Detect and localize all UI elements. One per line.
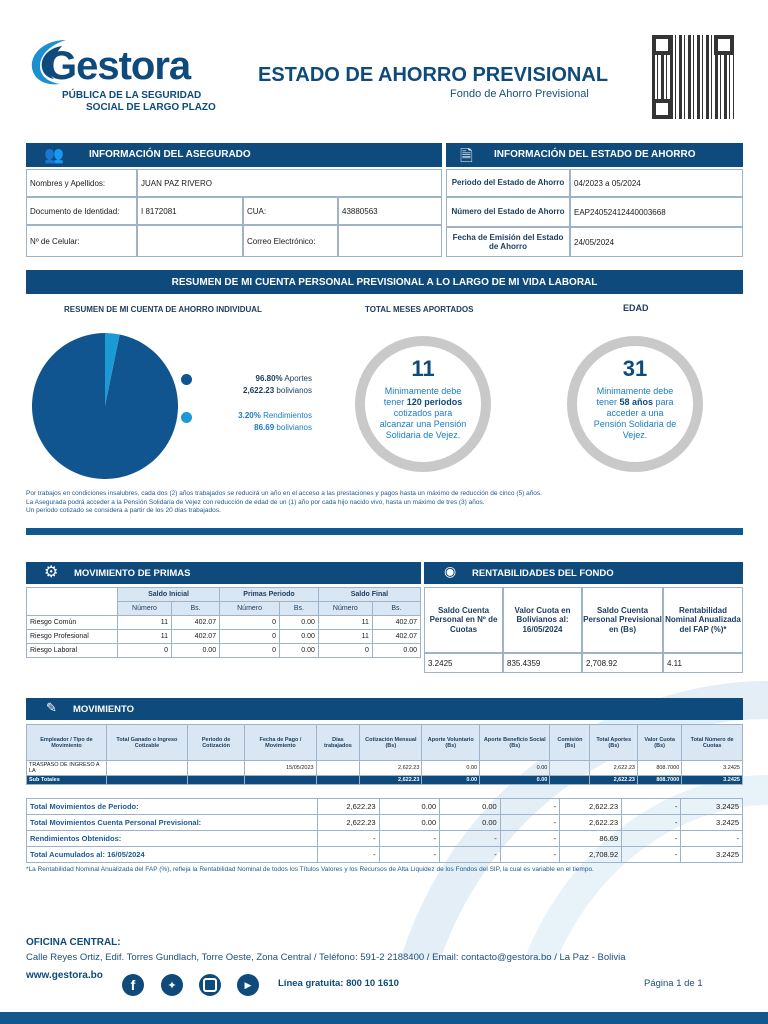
office-title: OFICINA CENTRAL:	[26, 937, 121, 948]
movimiento-heading: MOVIMIENTO	[73, 704, 135, 715]
correo-label: Correo Electrónico:	[243, 225, 338, 257]
primas-row-label: Riesgo Profesional	[27, 630, 118, 644]
rend-bolivianos: bolivianos	[276, 423, 312, 432]
movimiento-cell: TRASPASO DE INGRESO A LA	[27, 761, 107, 776]
primas-header	[26, 562, 421, 584]
totales-cell: 3.2425	[681, 799, 743, 815]
totales-label: Total Acumulados al: 16/05/2024	[27, 847, 318, 863]
periodo-value: 04/2023 a 05/2024	[570, 169, 743, 197]
totales-table	[26, 798, 743, 863]
totales-cell: -	[379, 847, 440, 863]
note-3: Un periodo cotizado se considera a partir de los 20 días trabajados.	[26, 507, 221, 514]
col2-title: TOTAL MESES APORTADOS	[365, 305, 474, 314]
cua-value: 43880563	[338, 197, 442, 225]
rent-h4: Rentabilidad Nominal Anualizada del FAP (%)*	[663, 587, 743, 653]
movimiento-header-cell: Fecha de Pago / Movimiento	[245, 725, 316, 761]
primas-cell: 11	[318, 630, 372, 644]
primas-row	[27, 630, 421, 644]
primas-cell: 0	[220, 630, 280, 644]
totales-cell: 0.00	[440, 799, 501, 815]
subtotal-cell: 2,622.23	[360, 776, 422, 785]
rend-amount: 86.69	[254, 423, 275, 432]
primas-cell: 402.07	[372, 616, 420, 630]
twitter-icon[interactable]: ✦	[161, 974, 183, 996]
nombres-label: Nombres y Apellidos:	[26, 169, 137, 197]
cel-value	[137, 225, 243, 257]
col1-title: RESUMEN DE MI CUENTA DE AHORRO INDIVIDUAL	[64, 305, 262, 314]
primas-cell: 0	[220, 616, 280, 630]
movimiento-header-cell: Total Ganado o Ingreso Cotizable	[106, 725, 187, 761]
movimiento-cell: 2,622.23	[590, 761, 638, 776]
totales-cell: -	[622, 831, 681, 847]
subtotal-cell	[316, 776, 360, 785]
primas-row-label: Riesgo Laboral	[27, 644, 118, 658]
rent-h1: Saldo Cuenta Personal en Nº de Cuotas	[424, 587, 503, 653]
totales-cell: 3.2425	[681, 815, 743, 831]
col3-title: EDAD	[623, 303, 649, 313]
subtotal-cell: 2,622.23	[590, 776, 638, 785]
totales-label: Total Movimientos Cuenta Personal Previsional:	[27, 815, 318, 831]
office-address: Calle Reyes Ortiz, Edif. Torres Gundlach, Torre Oeste, Zona Central / Teléfono: 591-2 2188400 / Email: contacto@gestora.bo / La Paz - Bolivia	[26, 952, 626, 963]
brand-sub-1: PÚBLICA DE LA SEGURIDAD	[62, 90, 202, 101]
rent-v3: 2,708.92	[582, 653, 663, 673]
primas-cell: 402.07	[372, 630, 420, 644]
divider-bar	[26, 528, 743, 535]
aportes-amount: 2,622.23	[243, 386, 275, 395]
totales-cell: 86.69	[560, 831, 622, 847]
primas-periodo-header: Primas Periodo	[220, 588, 319, 602]
rent-v4: 4.11	[663, 653, 743, 673]
movimiento-cell: 15/05/2023	[245, 761, 316, 776]
edad-text: Minimamente debe tener 58 años para acceder a una Pensión Solidaria de Vejez.	[593, 386, 677, 440]
cel-label: Nº de Celular:	[26, 225, 137, 257]
movimiento-cell: 808.7000	[638, 761, 682, 776]
totales-cell: -	[622, 815, 681, 831]
primas-cell: 11	[118, 630, 172, 644]
movimiento-cell	[316, 761, 360, 776]
primas-cell: 0	[118, 644, 172, 658]
movimiento-table	[26, 724, 743, 785]
movimiento-header-cell: Cotización Mensual (Bs)	[360, 725, 422, 761]
movimiento-header-cell: Empleador / Tipo de Movimiento	[27, 725, 107, 761]
totales-cell: -	[500, 831, 559, 847]
note-1: Por trabajos en condiciones insalubres, cada dos (2) años trabajados se reducirá un año en el acceso a las prestaciones y pagos hasta un máximo de reducción de cinco (5) años.	[26, 490, 542, 497]
logo	[26, 36, 226, 126]
note-2: La Asegurada podrá acceder a la Pensión Solidaria de Vejez con reducción de edad de un (1) año por cada hijo nacido vivo, hasta un máximo de tres (3) años.	[26, 498, 485, 506]
brand-name: Gestora	[46, 44, 191, 88]
rend-dot	[181, 412, 192, 423]
subtotal-row	[27, 776, 743, 785]
movimiento-header-cell: Aporte Voluntario (Bs)	[422, 725, 480, 761]
cua-label: CUA:	[243, 197, 338, 225]
primas-cell: 0.00	[280, 644, 319, 658]
meses-value: 11	[411, 356, 435, 381]
document-icon: 🗎	[460, 148, 473, 165]
instagram-icon[interactable]	[199, 974, 221, 996]
totales-row	[27, 847, 743, 863]
primas-row	[27, 616, 421, 630]
totales-cell: 2,622.23	[560, 799, 622, 815]
periodo-label: Periodo del Estado de Ahorro	[446, 169, 570, 197]
totales-cell: -	[622, 847, 681, 863]
primas-cell: 402.07	[172, 630, 220, 644]
totales-cell: -	[500, 847, 559, 863]
pen-icon: ✎	[46, 700, 57, 715]
primas-cell: 0.00	[172, 644, 220, 658]
totales-row	[27, 831, 743, 847]
primas-cell: 402.07	[172, 616, 220, 630]
movimiento-header	[26, 698, 743, 720]
primas-cell: 0	[318, 644, 372, 658]
movimiento-header-cell: Valor Cuota (Bs)	[638, 725, 682, 761]
numero-value: EAP24052412440003668	[570, 197, 743, 227]
rent-h3: Saldo Cuenta Personal Previsional en (Bs)	[582, 587, 663, 653]
page-number: Página 1 de 1	[644, 978, 703, 989]
fecha-value: 24/05/2024	[570, 227, 743, 257]
meses-text: Minimamente debe tener 120 periodos cotizados para alcanzar una Pensión Solidaria de Vejez.	[379, 386, 467, 440]
subtotal-cell: 0.00	[480, 776, 550, 785]
doc-label: Documento de Identidad:	[26, 197, 137, 225]
edad-value: 31	[622, 356, 648, 381]
rentabilidades-heading: RENTABILIDADES DEL FONDO	[472, 568, 614, 579]
totales-cell: 2,622.23	[317, 815, 379, 831]
primas-cell: 0	[220, 644, 280, 658]
primas-row	[27, 644, 421, 658]
primas-heading: MOVIMIENTO DE PRIMAS	[74, 568, 191, 579]
asegurado-header	[26, 143, 442, 167]
rentabilidades-header	[424, 562, 743, 584]
movimiento-cell	[550, 761, 590, 776]
youtube-icon[interactable]: ▶	[237, 974, 259, 996]
subtotal-cell: 808.7000	[638, 776, 682, 785]
pie-slice-aportes	[32, 333, 178, 479]
totales-cell: 2,622.23	[560, 815, 622, 831]
resumen-notes	[26, 490, 746, 516]
saldo-final-header: Saldo Final	[318, 588, 420, 602]
rend-legend	[200, 410, 312, 434]
primas-table: Saldo Inicial Primas Periodo Saldo Final Número Bs. Número Bs. Número Bs. Riesgo Común 11 402.07 0 0.00 11 402.07 Riesgo Profesional 11 402.07 0 0.00 11 402.07 Riesgo Laboral 0 0.00 0 0.00 0 0.00	[26, 587, 421, 658]
doc-value: I 8172081	[137, 197, 243, 225]
totales-cell: -	[440, 831, 501, 847]
facebook-icon[interactable]: f	[122, 974, 144, 996]
rent-v1: 3.2425	[424, 653, 503, 673]
brand-sub-2: SOCIAL DE LARGO PLAZO	[86, 102, 216, 113]
edad-ring	[567, 336, 703, 472]
movimiento-header-cell: Total Aportes (Bs)	[590, 725, 638, 761]
totales-row	[27, 815, 743, 831]
movimiento-cell: 3.2425	[682, 761, 743, 776]
subtotal-cell	[106, 776, 187, 785]
totales-cell: -	[379, 831, 440, 847]
numero-label: Número del Estado de Ahorro	[446, 197, 570, 227]
movimiento-cell: 0.00	[422, 761, 480, 776]
website-link[interactable]: www.gestora.bo	[26, 970, 103, 981]
document-subtitle: Fondo de Ahorro Previsional	[450, 88, 589, 100]
totales-cell: 0.00	[379, 799, 440, 815]
totales-cell: -	[317, 831, 379, 847]
movimiento-cell: 2,622.23	[360, 761, 422, 776]
coin-icon: ◉	[444, 563, 457, 579]
estado-header	[446, 143, 743, 167]
rend-label: Rendimientos	[263, 411, 312, 420]
totales-cell: 0.00	[440, 815, 501, 831]
subtotal-cell: 3.2425	[682, 776, 743, 785]
primas-cell: 11	[318, 616, 372, 630]
movimiento-header-cell: Comisión (Bs)	[550, 725, 590, 761]
totales-cell: -	[622, 799, 681, 815]
primas-cell: 0.00	[280, 630, 319, 644]
rend-pct: 3.20%	[238, 411, 261, 420]
movimiento-header-cell: Periodo de Cotización	[187, 725, 244, 761]
linea-gratuita: Línea gratuita: 800 10 1610	[278, 978, 399, 989]
subtotal-cell: 0.00	[422, 776, 480, 785]
movimiento-cell	[187, 761, 244, 776]
people-icon: 👥	[44, 147, 64, 164]
totales-cell: 3.2425	[681, 847, 743, 863]
correo-value	[338, 225, 442, 257]
aportes-bolivianos: bolivianos	[276, 386, 312, 395]
totales-cell: -	[317, 847, 379, 863]
movimiento-row	[27, 761, 743, 776]
movimiento-cell: 0.00	[480, 761, 550, 776]
fecha-label: Fecha de Emisión del Estado de Ahorro	[446, 227, 570, 257]
aportes-pct: 96.80%	[255, 374, 283, 383]
nombres-value: JUAN PAZ RIVERO	[137, 169, 442, 197]
gear-icon: ⚙	[44, 564, 59, 581]
aportes-legend	[200, 373, 312, 397]
movimiento-header-cell: Días trabajados	[316, 725, 360, 761]
movimiento-cell	[106, 761, 187, 776]
totales-cell: -	[681, 831, 743, 847]
primas-cell: 0.00	[280, 616, 319, 630]
estado-heading: INFORMACIÓN DEL ESTADO DE AHORRO	[494, 149, 696, 160]
totales-label: Total Movimientos de Periodo:	[27, 799, 318, 815]
saldo-inicial-header: Saldo Inicial	[118, 588, 220, 602]
primas-cell: 0.00	[372, 644, 420, 658]
document-title: ESTADO DE AHORRO PREVISIONAL	[258, 64, 609, 86]
totales-cell: -	[500, 815, 559, 831]
resumen-banner	[26, 270, 743, 294]
primas-row-label: Riesgo Común	[27, 616, 118, 630]
subtotal-cell	[550, 776, 590, 785]
rent-v2: 835.4359	[503, 653, 582, 673]
aportes-label: Aportes	[284, 374, 312, 383]
subtotal-cell	[187, 776, 244, 785]
totales-cell: -	[440, 847, 501, 863]
subtotal-cell	[245, 776, 316, 785]
resumen-banner-text: RESUMEN DE MI CUENTA PERSONAL PREVISIONAL A LO LARGO DE MI VIDA LABORAL	[171, 276, 598, 288]
footer-bar	[0, 1012, 768, 1024]
movimiento-header-cell: Aporte Beneficio Social (Bs)	[480, 725, 550, 761]
movimiento-header-cell: Total Número de Cuotas	[682, 725, 743, 761]
savings-pie-chart	[31, 332, 179, 480]
asegurado-heading: INFORMACIÓN DEL ASEGURADO	[89, 149, 251, 160]
totales-cell: 0.00	[379, 815, 440, 831]
totales-cell: -	[500, 799, 559, 815]
totales-cell: 2,622.23	[317, 799, 379, 815]
rent-h2: Valor Cuota en Bolivianos al: 16/05/2024	[503, 587, 582, 653]
meses-ring	[355, 336, 491, 472]
totales-cell: 2,708.92	[560, 847, 622, 863]
totales-row	[27, 799, 743, 815]
totales-label: Rendimientos Obtenidos:	[27, 831, 318, 847]
aportes-dot	[181, 374, 192, 385]
primas-cell: 11	[118, 616, 172, 630]
subtotal-cell: Sub Totales	[27, 776, 107, 785]
qr-code-icon	[652, 35, 734, 119]
rentabilidad-footnote: *La Rentabilidad Nominal Anualizada del FAP (%), refleja la Rentabilidad Nominal de todos los Títulos Valores y los Recursos de Alta Liquidez de los Fondos del SIP, la cual es variable en el tiempo.	[26, 866, 594, 873]
